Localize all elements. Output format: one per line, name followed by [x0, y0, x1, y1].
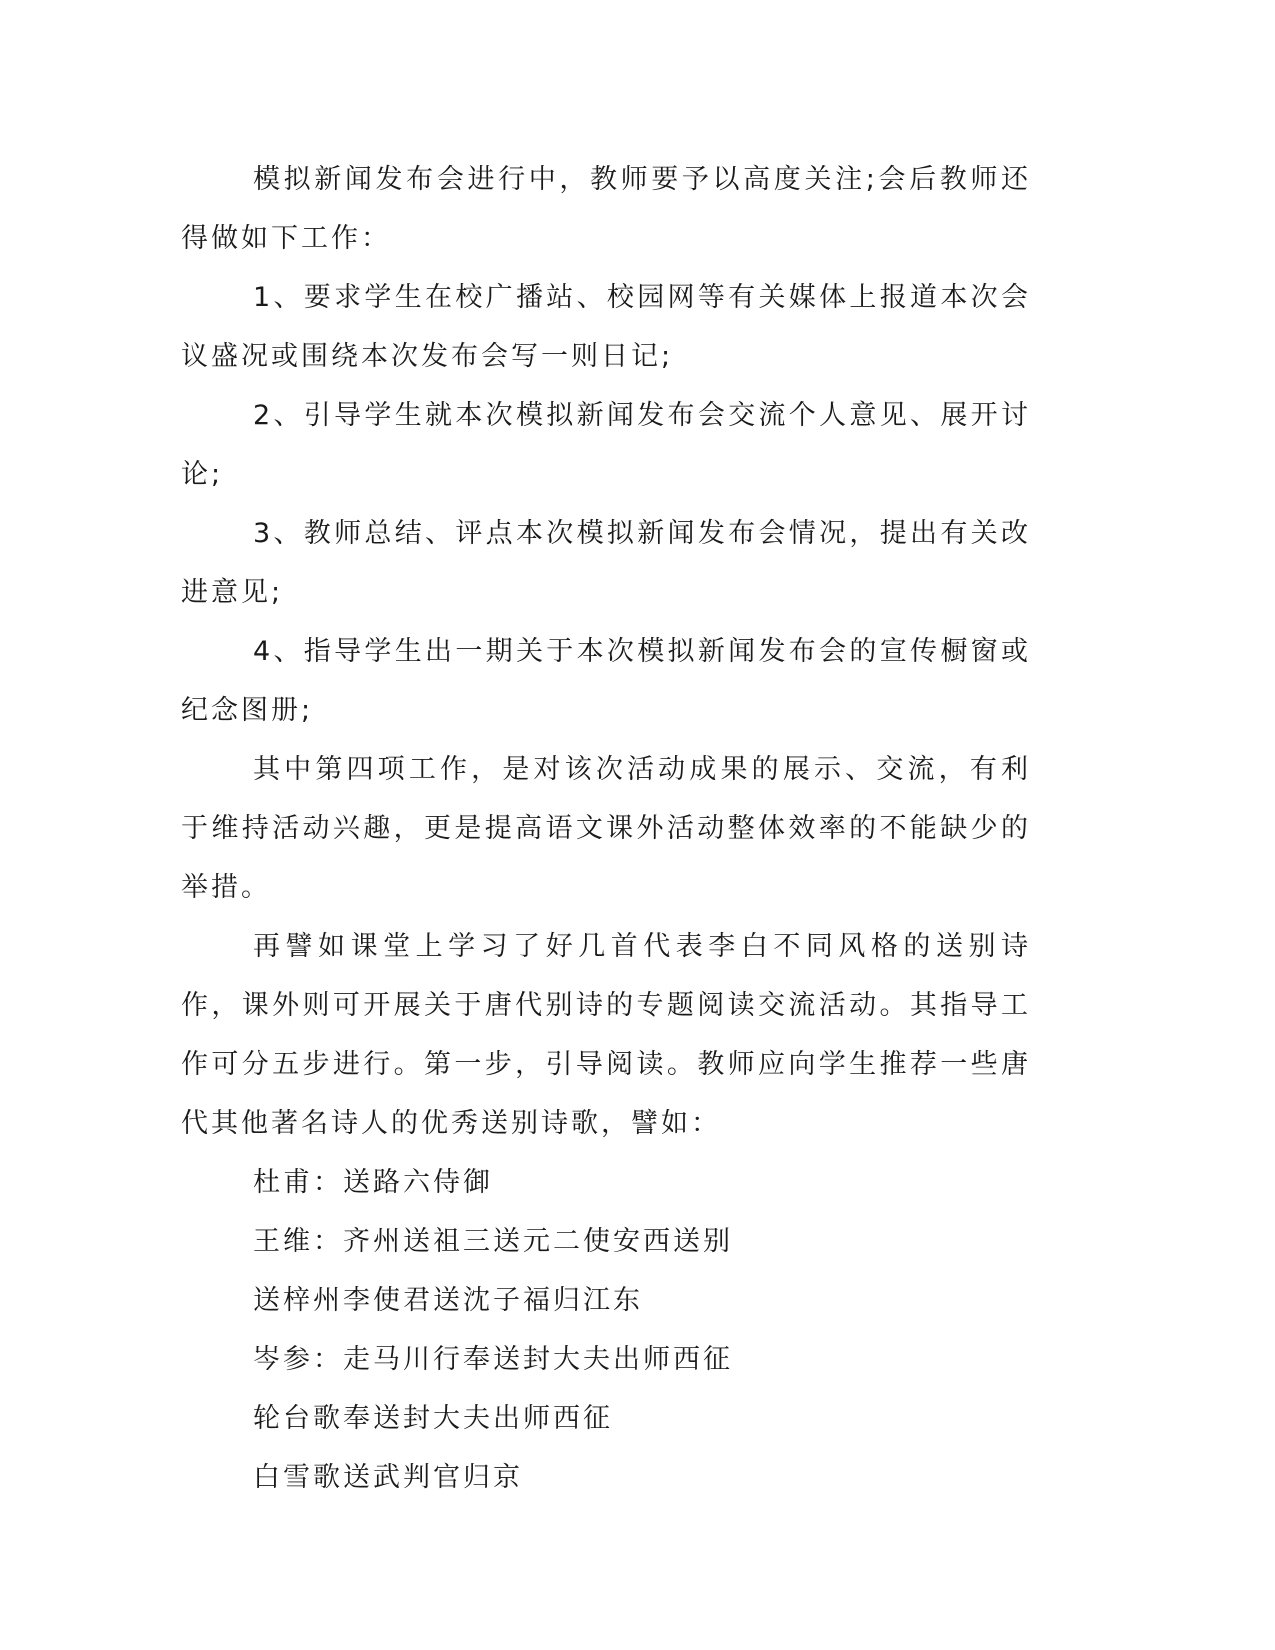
paragraph-fourth-item-note: 其中第四项工作，是对该次活动成果的展示、交流，有利于维持活动兴趣，更是提高语文课外活动整体效率的不能缺少的举措。 — [181, 754, 1031, 903]
poem-list-item: 送梓州李使君送沈子福归江东 — [253, 1285, 643, 1316]
poem-list-item: 轮台歌奉送封大夫出师西征 — [253, 1403, 613, 1434]
poem-list-item: 王维：齐州送祖三送元二使安西送别 — [253, 1226, 733, 1257]
paragraph-step-3: 3、教师总结、评点本次模拟新闻发布会情况，提出有关改进意见; — [181, 518, 1031, 608]
paragraph-example: 再譬如课堂上学习了好几首代表李白不同风格的送别诗作，课外则可开展关于唐代别诗的专题阅读交流活动。其指导工作可分五步进行。第一步，引导阅读。教师应向学生推荐一些唐代其他著名诗人的优秀送别诗歌，譬如： — [181, 931, 1031, 1139]
poem-list-item: 白雪歌送武判官归京 — [253, 1462, 523, 1493]
paragraph-step-1: 1、要求学生在校广播站、校园网等有关媒体上报道本次会议盛况或围绕本次发布会写一则日记; — [181, 282, 1031, 372]
paragraph-intro: 模拟新闻发布会进行中，教师要予以高度关注;会后教师还得做如下工作： — [181, 164, 1031, 254]
poem-list-item: 杜甫：送路六侍御 — [253, 1167, 493, 1198]
poem-list-item: 岑参：走马川行奉送封大夫出师西征 — [253, 1344, 733, 1375]
paragraph-step-4: 4、指导学生出一期关于本次模拟新闻发布会的宣传橱窗或纪念图册; — [181, 636, 1031, 726]
paragraph-step-2: 2、引导学生就本次模拟新闻发布会交流个人意见、展开讨论; — [181, 400, 1031, 490]
document-body — [181, 150, 1031, 1507]
